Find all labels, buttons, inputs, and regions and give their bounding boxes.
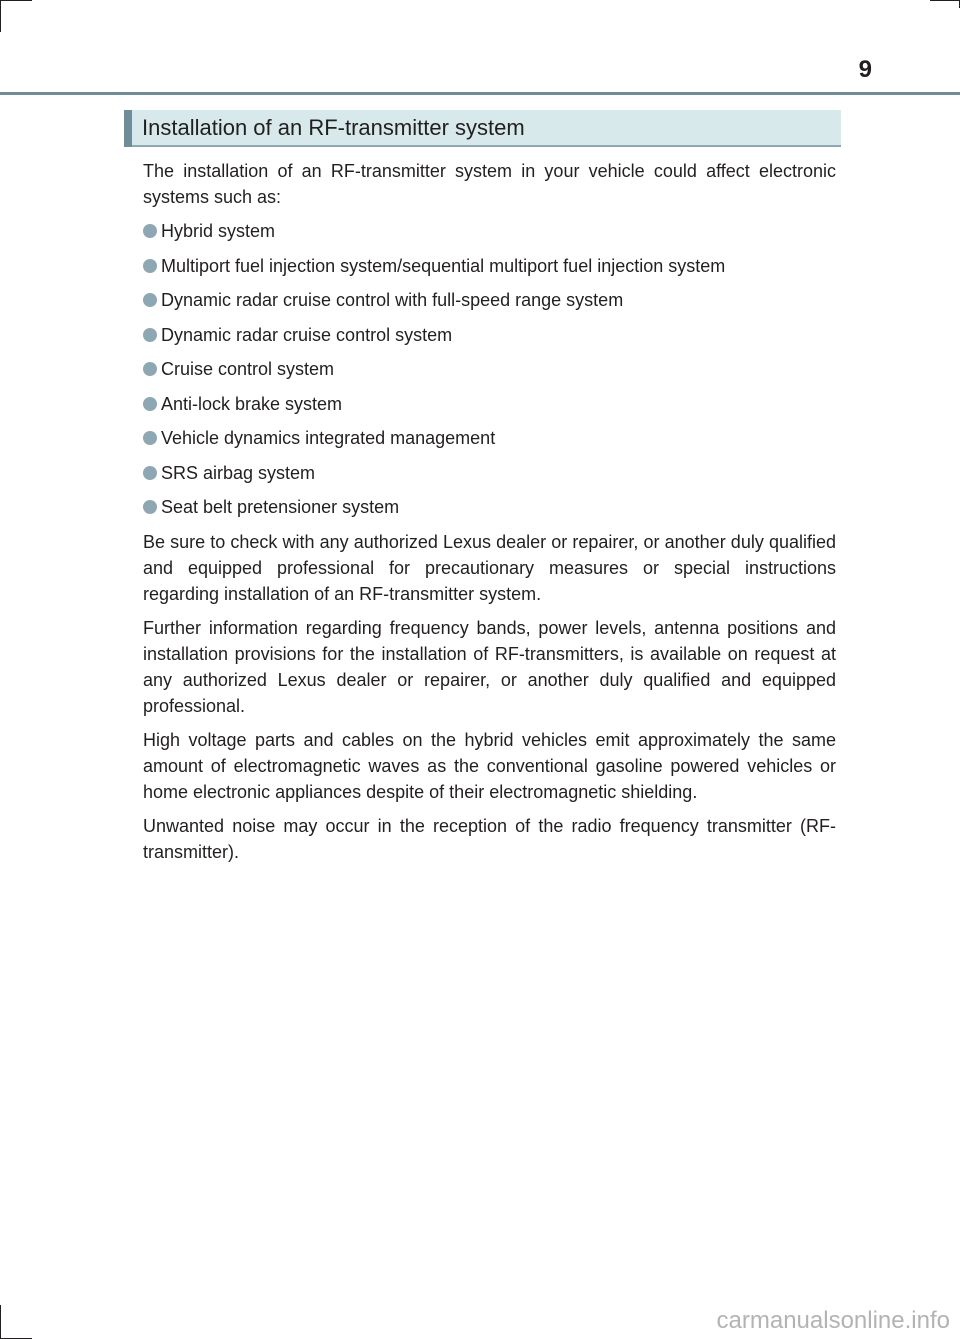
list-item-text: Vehicle dynamics integrated management <box>161 428 496 448</box>
list-item <box>143 322 836 348</box>
list-item <box>143 287 836 313</box>
crop-mark-top-right-horizontal <box>930 0 960 1</box>
watermark: carmanualsonline.info <box>716 1307 950 1334</box>
section-title: Installation of an RF-transmitter system <box>142 115 525 140</box>
list-item-text: Dynamic radar cruise control system <box>161 324 453 345</box>
list-item <box>143 494 836 520</box>
section-header-accent-bar <box>124 110 132 147</box>
crop-mark-top-left-vertical <box>0 0 1 32</box>
high-voltage-paragraph: High voltage parts and cables on the hybrid vehicles emit approximately the same amount of electromagnetic waves as the conventional gasoline powered vehicles or home electronic appliances despite of their electromagnetic shielding. <box>143 729 836 802</box>
unwanted-noise-paragraph: Unwanted noise may occur in the reception of the radio frequency transmitter (RF-transmitter). <box>143 815 836 862</box>
crop-mark-top-left-horizontal <box>0 0 32 1</box>
list-item <box>143 253 836 279</box>
bullet-dot-icon <box>143 224 157 238</box>
bullet-dot-icon <box>143 431 157 445</box>
list-item <box>143 391 836 417</box>
list-item <box>143 425 836 451</box>
section-header <box>124 110 841 147</box>
list-item-text: Anti-lock brake system <box>161 393 343 414</box>
further-information-paragraph: Further information regarding frequency bands, power levels, antenna positions and installation provisions for the installation of RF-transmitters, is available on request at any authorized Lexus dealer or repairer, or another duly qualified and equipped professional. <box>143 617 836 716</box>
bullet-dot-icon <box>143 293 157 307</box>
list-item-text: Hybrid system <box>161 221 276 241</box>
affected-systems-list <box>143 218 836 520</box>
bullet-dot-icon <box>143 259 157 273</box>
bullet-dot-icon <box>143 397 157 411</box>
bullet-dot-icon <box>143 362 157 376</box>
dealer-check-paragraph: Be sure to check with any authorized Lexus dealer or repairer, or another duly qualified and equipped professional for precautionary measures or special instructions regarding installation of an RF-transmitter system. <box>143 531 836 604</box>
page-content <box>143 158 836 873</box>
header-rule <box>0 92 960 95</box>
page-number: 9 <box>858 56 872 83</box>
crop-mark-bottom-left-vertical <box>0 1305 1 1339</box>
list-item <box>143 218 836 244</box>
list-item-text: Cruise control system <box>161 359 335 379</box>
list-item-text: Dynamic radar cruise control with full-speed range system <box>161 290 624 310</box>
bullet-dot-icon <box>143 466 157 480</box>
bullet-dot-icon <box>143 500 157 514</box>
list-item <box>143 356 836 382</box>
list-item-text: SRS airbag system <box>161 462 316 483</box>
list-item-text: Multiport fuel injection system/sequential multiport fuel injection system <box>161 255 726 276</box>
list-item-text: Seat belt pretensioner system <box>161 497 400 517</box>
list-item <box>143 460 836 486</box>
bullet-dot-icon <box>143 328 157 342</box>
intro-paragraph: The installation of an RF-transmitter system in your vehicle could affect electronic systems such as: <box>143 161 836 207</box>
